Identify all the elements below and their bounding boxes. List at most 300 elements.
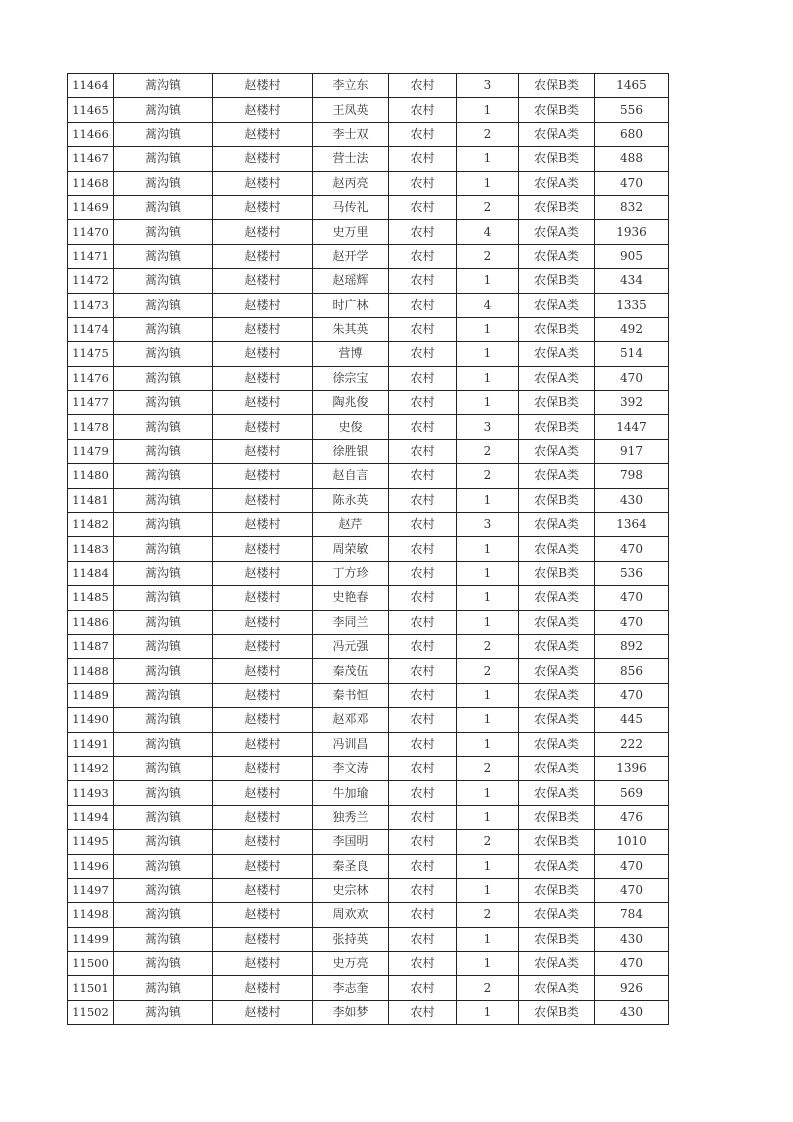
household-type-cell: 农村 bbox=[389, 269, 457, 293]
amount-cell: 680 bbox=[595, 122, 669, 146]
household-type-cell: 农村 bbox=[389, 976, 457, 1000]
household-type-cell: 农村 bbox=[389, 342, 457, 366]
insurance-category-cell: 农保B类 bbox=[519, 98, 595, 122]
town-cell: 蒿沟镇 bbox=[114, 488, 213, 512]
insurance-category-cell: 农保A类 bbox=[519, 732, 595, 756]
amount-cell: 430 bbox=[595, 1000, 669, 1024]
table-row bbox=[68, 586, 669, 610]
household-type-cell: 农村 bbox=[389, 464, 457, 488]
insurance-category-cell: 农保A类 bbox=[519, 513, 595, 537]
household-type-cell: 农村 bbox=[389, 220, 457, 244]
member-count-cell: 2 bbox=[457, 976, 519, 1000]
record-id-cell: 11485 bbox=[68, 586, 114, 610]
insurance-category-cell: 农保A类 bbox=[519, 903, 595, 927]
insurance-category-cell: 农保A类 bbox=[519, 610, 595, 634]
table-row bbox=[68, 317, 669, 341]
person-name-cell: 史宗林 bbox=[313, 878, 389, 902]
household-type-cell: 农村 bbox=[389, 366, 457, 390]
amount-cell: 476 bbox=[595, 805, 669, 829]
person-name-cell: 李士双 bbox=[313, 122, 389, 146]
town-cell: 蒿沟镇 bbox=[114, 391, 213, 415]
town-cell: 蒿沟镇 bbox=[114, 366, 213, 390]
insurance-category-cell: 农保B类 bbox=[519, 269, 595, 293]
household-type-cell: 农村 bbox=[389, 878, 457, 902]
town-cell: 蒿沟镇 bbox=[114, 513, 213, 537]
member-count-cell: 2 bbox=[457, 244, 519, 268]
record-id-cell: 11483 bbox=[68, 537, 114, 561]
table-row bbox=[68, 464, 669, 488]
household-type-cell: 农村 bbox=[389, 74, 457, 98]
household-type-cell: 农村 bbox=[389, 244, 457, 268]
person-name-cell: 时广林 bbox=[313, 293, 389, 317]
insurance-category-cell: 农保B类 bbox=[519, 147, 595, 171]
table-row bbox=[68, 830, 669, 854]
person-name-cell: 周欢欢 bbox=[313, 903, 389, 927]
record-id-cell: 11494 bbox=[68, 805, 114, 829]
table-row bbox=[68, 220, 669, 244]
person-name-cell: 张持英 bbox=[313, 927, 389, 951]
record-id-cell: 11488 bbox=[68, 659, 114, 683]
village-cell: 赵楼村 bbox=[213, 171, 313, 195]
person-name-cell: 李志奎 bbox=[313, 976, 389, 1000]
record-id-cell: 11464 bbox=[68, 74, 114, 98]
household-type-cell: 农村 bbox=[389, 439, 457, 463]
amount-cell: 1335 bbox=[595, 293, 669, 317]
insurance-category-cell: 农保B类 bbox=[519, 561, 595, 585]
insurance-category-cell: 农保A类 bbox=[519, 634, 595, 658]
village-cell: 赵楼村 bbox=[213, 756, 313, 780]
table-row bbox=[68, 878, 669, 902]
village-cell: 赵楼村 bbox=[213, 732, 313, 756]
amount-cell: 470 bbox=[595, 854, 669, 878]
village-cell: 赵楼村 bbox=[213, 513, 313, 537]
household-type-cell: 农村 bbox=[389, 708, 457, 732]
table-row bbox=[68, 1000, 669, 1024]
insurance-category-cell: 农保A类 bbox=[519, 683, 595, 707]
table-row bbox=[68, 171, 669, 195]
table-row bbox=[68, 610, 669, 634]
amount-cell: 536 bbox=[595, 561, 669, 585]
member-count-cell: 1 bbox=[457, 854, 519, 878]
record-id-cell: 11466 bbox=[68, 122, 114, 146]
person-name-cell: 陈永英 bbox=[313, 488, 389, 512]
record-id-cell: 11498 bbox=[68, 903, 114, 927]
household-type-cell: 农村 bbox=[389, 659, 457, 683]
insurance-category-cell: 农保B类 bbox=[519, 391, 595, 415]
household-type-cell: 农村 bbox=[389, 98, 457, 122]
amount-cell: 1465 bbox=[595, 74, 669, 98]
town-cell: 蒿沟镇 bbox=[114, 74, 213, 98]
record-id-cell: 11491 bbox=[68, 732, 114, 756]
village-cell: 赵楼村 bbox=[213, 561, 313, 585]
insurance-category-cell: 农保A类 bbox=[519, 439, 595, 463]
member-count-cell: 4 bbox=[457, 293, 519, 317]
member-count-cell: 3 bbox=[457, 74, 519, 98]
amount-cell: 470 bbox=[595, 683, 669, 707]
village-cell: 赵楼村 bbox=[213, 488, 313, 512]
member-count-cell: 1 bbox=[457, 781, 519, 805]
amount-cell: 1010 bbox=[595, 830, 669, 854]
town-cell: 蒿沟镇 bbox=[114, 927, 213, 951]
insurance-category-cell: 农保B类 bbox=[519, 927, 595, 951]
table-row bbox=[68, 708, 669, 732]
village-cell: 赵楼村 bbox=[213, 98, 313, 122]
member-count-cell: 1 bbox=[457, 147, 519, 171]
insurance-category-cell: 农保A类 bbox=[519, 342, 595, 366]
household-type-cell: 农村 bbox=[389, 561, 457, 585]
household-type-cell: 农村 bbox=[389, 122, 457, 146]
table-row bbox=[68, 952, 669, 976]
household-type-cell: 农村 bbox=[389, 854, 457, 878]
village-cell: 赵楼村 bbox=[213, 537, 313, 561]
amount-cell: 470 bbox=[595, 952, 669, 976]
village-cell: 赵楼村 bbox=[213, 976, 313, 1000]
table-row bbox=[68, 488, 669, 512]
town-cell: 蒿沟镇 bbox=[114, 342, 213, 366]
person-name-cell: 牛加瑜 bbox=[313, 781, 389, 805]
member-count-cell: 1 bbox=[457, 952, 519, 976]
table-row bbox=[68, 147, 669, 171]
person-name-cell: 赵邓邓 bbox=[313, 708, 389, 732]
town-cell: 蒿沟镇 bbox=[114, 171, 213, 195]
town-cell: 蒿沟镇 bbox=[114, 317, 213, 341]
village-cell: 赵楼村 bbox=[213, 122, 313, 146]
table-row bbox=[68, 781, 669, 805]
record-id-cell: 11482 bbox=[68, 513, 114, 537]
town-cell: 蒿沟镇 bbox=[114, 976, 213, 1000]
record-id-cell: 11479 bbox=[68, 439, 114, 463]
record-id-cell: 11492 bbox=[68, 756, 114, 780]
insurance-category-cell: 农保B类 bbox=[519, 74, 595, 98]
record-id-cell: 11472 bbox=[68, 269, 114, 293]
insurance-category-cell: 农保B类 bbox=[519, 830, 595, 854]
town-cell: 蒿沟镇 bbox=[114, 854, 213, 878]
village-cell: 赵楼村 bbox=[213, 415, 313, 439]
member-count-cell: 2 bbox=[457, 830, 519, 854]
person-name-cell: 赵芹 bbox=[313, 513, 389, 537]
insurance-category-cell: 农保A类 bbox=[519, 756, 595, 780]
insurance-category-cell: 农保A类 bbox=[519, 976, 595, 1000]
village-cell: 赵楼村 bbox=[213, 805, 313, 829]
town-cell: 蒿沟镇 bbox=[114, 439, 213, 463]
insurance-category-cell: 农保A类 bbox=[519, 537, 595, 561]
insurance-category-cell: 农保A类 bbox=[519, 659, 595, 683]
amount-cell: 784 bbox=[595, 903, 669, 927]
town-cell: 蒿沟镇 bbox=[114, 708, 213, 732]
village-cell: 赵楼村 bbox=[213, 342, 313, 366]
town-cell: 蒿沟镇 bbox=[114, 98, 213, 122]
village-cell: 赵楼村 bbox=[213, 952, 313, 976]
member-count-cell: 1 bbox=[457, 708, 519, 732]
village-cell: 赵楼村 bbox=[213, 391, 313, 415]
member-count-cell: 2 bbox=[457, 634, 519, 658]
insurance-category-cell: 农保A类 bbox=[519, 366, 595, 390]
member-count-cell: 3 bbox=[457, 415, 519, 439]
amount-cell: 856 bbox=[595, 659, 669, 683]
member-count-cell: 1 bbox=[457, 269, 519, 293]
insurance-category-cell: 农保B类 bbox=[519, 415, 595, 439]
member-count-cell: 1 bbox=[457, 366, 519, 390]
amount-cell: 1447 bbox=[595, 415, 669, 439]
insurance-category-cell: 农保B类 bbox=[519, 195, 595, 219]
record-id-cell: 11474 bbox=[68, 317, 114, 341]
insurance-category-cell: 农保A类 bbox=[519, 244, 595, 268]
table-row bbox=[68, 805, 669, 829]
household-type-cell: 农村 bbox=[389, 537, 457, 561]
amount-cell: 917 bbox=[595, 439, 669, 463]
town-cell: 蒿沟镇 bbox=[114, 586, 213, 610]
insurance-category-cell: 农保A类 bbox=[519, 171, 595, 195]
village-cell: 赵楼村 bbox=[213, 586, 313, 610]
record-id-cell: 11496 bbox=[68, 854, 114, 878]
insurance-category-cell: 农保A类 bbox=[519, 952, 595, 976]
amount-cell: 470 bbox=[595, 586, 669, 610]
village-cell: 赵楼村 bbox=[213, 708, 313, 732]
town-cell: 蒿沟镇 bbox=[114, 415, 213, 439]
insurance-category-cell: 农保A类 bbox=[519, 464, 595, 488]
town-cell: 蒿沟镇 bbox=[114, 659, 213, 683]
amount-cell: 470 bbox=[595, 610, 669, 634]
person-name-cell: 冯元强 bbox=[313, 634, 389, 658]
amount-cell: 569 bbox=[595, 781, 669, 805]
person-name-cell: 史艳春 bbox=[313, 586, 389, 610]
village-cell: 赵楼村 bbox=[213, 854, 313, 878]
household-type-cell: 农村 bbox=[389, 391, 457, 415]
record-id-cell: 11470 bbox=[68, 220, 114, 244]
person-name-cell: 独秀兰 bbox=[313, 805, 389, 829]
village-cell: 赵楼村 bbox=[213, 439, 313, 463]
table-row bbox=[68, 415, 669, 439]
town-cell: 蒿沟镇 bbox=[114, 293, 213, 317]
person-name-cell: 李立东 bbox=[313, 74, 389, 98]
village-cell: 赵楼村 bbox=[213, 147, 313, 171]
village-cell: 赵楼村 bbox=[213, 269, 313, 293]
household-type-cell: 农村 bbox=[389, 805, 457, 829]
person-name-cell: 秦书恒 bbox=[313, 683, 389, 707]
amount-cell: 470 bbox=[595, 171, 669, 195]
insurance-category-cell: 农保B类 bbox=[519, 878, 595, 902]
household-type-cell: 农村 bbox=[389, 415, 457, 439]
person-name-cell: 史万亮 bbox=[313, 952, 389, 976]
household-type-cell: 农村 bbox=[389, 830, 457, 854]
insurance-category-cell: 农保B类 bbox=[519, 1000, 595, 1024]
table-row bbox=[68, 195, 669, 219]
town-cell: 蒿沟镇 bbox=[114, 805, 213, 829]
household-type-cell: 农村 bbox=[389, 634, 457, 658]
household-type-cell: 农村 bbox=[389, 147, 457, 171]
table-row bbox=[68, 634, 669, 658]
household-type-cell: 农村 bbox=[389, 195, 457, 219]
amount-cell: 556 bbox=[595, 98, 669, 122]
record-id-cell: 11502 bbox=[68, 1000, 114, 1024]
member-count-cell: 1 bbox=[457, 927, 519, 951]
village-cell: 赵楼村 bbox=[213, 830, 313, 854]
table-row bbox=[68, 659, 669, 683]
table-row bbox=[68, 537, 669, 561]
member-count-cell: 2 bbox=[457, 903, 519, 927]
town-cell: 蒿沟镇 bbox=[114, 830, 213, 854]
person-name-cell: 朱其英 bbox=[313, 317, 389, 341]
insurance-category-cell: 农保A类 bbox=[519, 781, 595, 805]
household-type-cell: 农村 bbox=[389, 732, 457, 756]
person-name-cell: 秦圣良 bbox=[313, 854, 389, 878]
record-id-cell: 11481 bbox=[68, 488, 114, 512]
person-name-cell: 史俊 bbox=[313, 415, 389, 439]
insurance-category-cell: 农保B类 bbox=[519, 488, 595, 512]
records-table bbox=[67, 73, 669, 1025]
table-row bbox=[68, 927, 669, 951]
record-id-cell: 11478 bbox=[68, 415, 114, 439]
member-count-cell: 1 bbox=[457, 1000, 519, 1024]
town-cell: 蒿沟镇 bbox=[114, 269, 213, 293]
table-body bbox=[68, 74, 669, 1025]
member-count-cell: 1 bbox=[457, 610, 519, 634]
person-name-cell: 营博 bbox=[313, 342, 389, 366]
household-type-cell: 农村 bbox=[389, 1000, 457, 1024]
town-cell: 蒿沟镇 bbox=[114, 244, 213, 268]
record-id-cell: 11495 bbox=[68, 830, 114, 854]
table-row bbox=[68, 756, 669, 780]
table-row bbox=[68, 98, 669, 122]
village-cell: 赵楼村 bbox=[213, 683, 313, 707]
record-id-cell: 11500 bbox=[68, 952, 114, 976]
person-name-cell: 赵瑶辉 bbox=[313, 269, 389, 293]
town-cell: 蒿沟镇 bbox=[114, 878, 213, 902]
member-count-cell: 2 bbox=[457, 122, 519, 146]
amount-cell: 492 bbox=[595, 317, 669, 341]
member-count-cell: 4 bbox=[457, 220, 519, 244]
person-name-cell: 赵自言 bbox=[313, 464, 389, 488]
member-count-cell: 1 bbox=[457, 488, 519, 512]
insurance-category-cell: 农保A类 bbox=[519, 122, 595, 146]
town-cell: 蒿沟镇 bbox=[114, 903, 213, 927]
amount-cell: 488 bbox=[595, 147, 669, 171]
town-cell: 蒿沟镇 bbox=[114, 147, 213, 171]
town-cell: 蒿沟镇 bbox=[114, 220, 213, 244]
amount-cell: 1396 bbox=[595, 756, 669, 780]
town-cell: 蒿沟镇 bbox=[114, 537, 213, 561]
village-cell: 赵楼村 bbox=[213, 220, 313, 244]
record-id-cell: 11486 bbox=[68, 610, 114, 634]
amount-cell: 430 bbox=[595, 488, 669, 512]
village-cell: 赵楼村 bbox=[213, 659, 313, 683]
person-name-cell: 赵开学 bbox=[313, 244, 389, 268]
village-cell: 赵楼村 bbox=[213, 878, 313, 902]
record-id-cell: 11480 bbox=[68, 464, 114, 488]
village-cell: 赵楼村 bbox=[213, 366, 313, 390]
member-count-cell: 2 bbox=[457, 756, 519, 780]
village-cell: 赵楼村 bbox=[213, 464, 313, 488]
amount-cell: 470 bbox=[595, 878, 669, 902]
table-row bbox=[68, 366, 669, 390]
amount-cell: 514 bbox=[595, 342, 669, 366]
amount-cell: 470 bbox=[595, 366, 669, 390]
member-count-cell: 2 bbox=[457, 195, 519, 219]
table-row bbox=[68, 439, 669, 463]
member-count-cell: 1 bbox=[457, 171, 519, 195]
village-cell: 赵楼村 bbox=[213, 610, 313, 634]
table-row bbox=[68, 269, 669, 293]
member-count-cell: 1 bbox=[457, 586, 519, 610]
member-count-cell: 1 bbox=[457, 683, 519, 707]
household-type-cell: 农村 bbox=[389, 756, 457, 780]
person-name-cell: 徐宗宝 bbox=[313, 366, 389, 390]
table-row bbox=[68, 903, 669, 927]
record-id-cell: 11497 bbox=[68, 878, 114, 902]
amount-cell: 1364 bbox=[595, 513, 669, 537]
village-cell: 赵楼村 bbox=[213, 244, 313, 268]
town-cell: 蒿沟镇 bbox=[114, 122, 213, 146]
table-row bbox=[68, 683, 669, 707]
person-name-cell: 李国明 bbox=[313, 830, 389, 854]
village-cell: 赵楼村 bbox=[213, 195, 313, 219]
table-row bbox=[68, 561, 669, 585]
household-type-cell: 农村 bbox=[389, 513, 457, 537]
person-name-cell: 马传礼 bbox=[313, 195, 389, 219]
amount-cell: 892 bbox=[595, 634, 669, 658]
member-count-cell: 1 bbox=[457, 805, 519, 829]
record-id-cell: 11489 bbox=[68, 683, 114, 707]
table-row bbox=[68, 122, 669, 146]
amount-cell: 1936 bbox=[595, 220, 669, 244]
town-cell: 蒿沟镇 bbox=[114, 781, 213, 805]
person-name-cell: 营士法 bbox=[313, 147, 389, 171]
person-name-cell: 李文涛 bbox=[313, 756, 389, 780]
record-id-cell: 11465 bbox=[68, 98, 114, 122]
household-type-cell: 农村 bbox=[389, 683, 457, 707]
record-id-cell: 11501 bbox=[68, 976, 114, 1000]
member-count-cell: 1 bbox=[457, 342, 519, 366]
member-count-cell: 2 bbox=[457, 659, 519, 683]
person-name-cell: 冯训昌 bbox=[313, 732, 389, 756]
amount-cell: 832 bbox=[595, 195, 669, 219]
record-id-cell: 11471 bbox=[68, 244, 114, 268]
member-count-cell: 1 bbox=[457, 317, 519, 341]
member-count-cell: 1 bbox=[457, 561, 519, 585]
person-name-cell: 秦茂伍 bbox=[313, 659, 389, 683]
amount-cell: 434 bbox=[595, 269, 669, 293]
town-cell: 蒿沟镇 bbox=[114, 683, 213, 707]
town-cell: 蒿沟镇 bbox=[114, 464, 213, 488]
person-name-cell: 王凤英 bbox=[313, 98, 389, 122]
town-cell: 蒿沟镇 bbox=[114, 561, 213, 585]
village-cell: 赵楼村 bbox=[213, 74, 313, 98]
record-id-cell: 11475 bbox=[68, 342, 114, 366]
table-row bbox=[68, 244, 669, 268]
record-id-cell: 11468 bbox=[68, 171, 114, 195]
town-cell: 蒿沟镇 bbox=[114, 952, 213, 976]
village-cell: 赵楼村 bbox=[213, 903, 313, 927]
record-id-cell: 11484 bbox=[68, 561, 114, 585]
person-name-cell: 李同兰 bbox=[313, 610, 389, 634]
village-cell: 赵楼村 bbox=[213, 317, 313, 341]
amount-cell: 798 bbox=[595, 464, 669, 488]
record-id-cell: 11493 bbox=[68, 781, 114, 805]
table-row bbox=[68, 74, 669, 98]
town-cell: 蒿沟镇 bbox=[114, 1000, 213, 1024]
household-type-cell: 农村 bbox=[389, 488, 457, 512]
table-row bbox=[68, 513, 669, 537]
table-row bbox=[68, 342, 669, 366]
insurance-category-cell: 农保A类 bbox=[519, 586, 595, 610]
person-name-cell: 赵丙亮 bbox=[313, 171, 389, 195]
household-type-cell: 农村 bbox=[389, 171, 457, 195]
village-cell: 赵楼村 bbox=[213, 634, 313, 658]
village-cell: 赵楼村 bbox=[213, 293, 313, 317]
record-id-cell: 11473 bbox=[68, 293, 114, 317]
household-type-cell: 农村 bbox=[389, 586, 457, 610]
insurance-category-cell: 农保B类 bbox=[519, 805, 595, 829]
